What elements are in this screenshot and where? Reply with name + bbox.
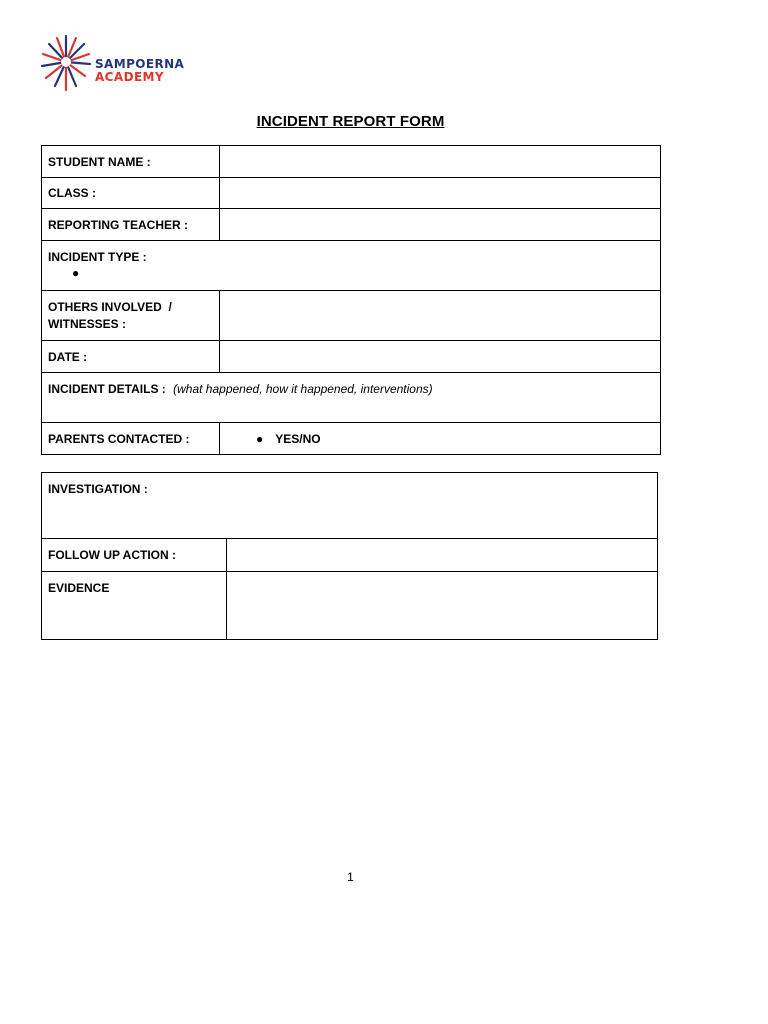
parents-contacted-label: PARENTS CONTACTED : xyxy=(42,423,220,455)
date-row xyxy=(42,341,661,373)
sampoerna-academy-logo xyxy=(40,32,200,94)
parents-contacted-value: YES/NO xyxy=(275,431,321,446)
page-number: 1 xyxy=(347,870,354,884)
incident-type-row xyxy=(42,241,661,291)
student-name-field[interactable] xyxy=(220,146,661,178)
reporting-teacher-label: REPORTING TEACHER : xyxy=(42,209,220,241)
investigation-table xyxy=(41,472,658,640)
parents-contacted-bullet: ● xyxy=(256,431,264,446)
others-involved-label xyxy=(42,291,220,341)
evidence-row xyxy=(42,572,658,640)
reporting-teacher-row xyxy=(42,209,661,241)
investigation-row xyxy=(42,473,658,539)
incident-type-label: INCIDENT TYPE : xyxy=(48,250,147,264)
incident-details-hint: (what happened, how it happened, interventions) xyxy=(173,382,433,396)
evidence-field[interactable] xyxy=(227,572,658,640)
incident-type-bullet: ● xyxy=(72,266,80,280)
evidence-label: EVIDENCE xyxy=(42,572,227,640)
class-label: CLASS : xyxy=(42,178,220,209)
others-involved-row xyxy=(42,291,661,341)
incident-details-cell[interactable] xyxy=(42,373,661,423)
others-involved-label-line2: WITNESSES : xyxy=(48,316,127,331)
parents-contacted-row xyxy=(42,423,661,455)
follow-up-field[interactable] xyxy=(227,539,658,572)
others-involved-field[interactable] xyxy=(220,291,661,341)
student-name-row xyxy=(42,146,661,178)
parents-contacted-option xyxy=(226,432,321,446)
logo-line-sampoerna: SAMPOERNA xyxy=(95,57,185,71)
date-label: DATE : xyxy=(42,341,220,373)
incident-details-label: INCIDENT DETAILS : xyxy=(48,382,166,396)
reporting-teacher-field[interactable] xyxy=(220,209,661,241)
parents-contacted-field[interactable] xyxy=(220,423,661,455)
form-title: INCIDENT REPORT FORM xyxy=(256,113,445,130)
class-field[interactable] xyxy=(220,178,661,209)
incident-type-cell[interactable] xyxy=(42,241,661,291)
investigation-label: INVESTIGATION : xyxy=(48,482,148,496)
logo-line-academy: ACADEMY xyxy=(95,70,164,84)
sunburst-logo-icon xyxy=(40,32,92,94)
incident-details-table xyxy=(41,145,661,455)
investigation-cell[interactable] xyxy=(42,473,658,539)
follow-up-row xyxy=(42,539,658,572)
follow-up-label: FOLLOW UP ACTION : xyxy=(42,539,227,572)
others-involved-label-line1: OTHERS INVOLVED / xyxy=(48,299,172,314)
date-field[interactable] xyxy=(220,341,661,373)
student-name-label: STUDENT NAME : xyxy=(42,146,220,178)
class-row xyxy=(42,178,661,209)
logo-wordmark xyxy=(95,58,184,84)
incident-details-row xyxy=(42,373,661,423)
